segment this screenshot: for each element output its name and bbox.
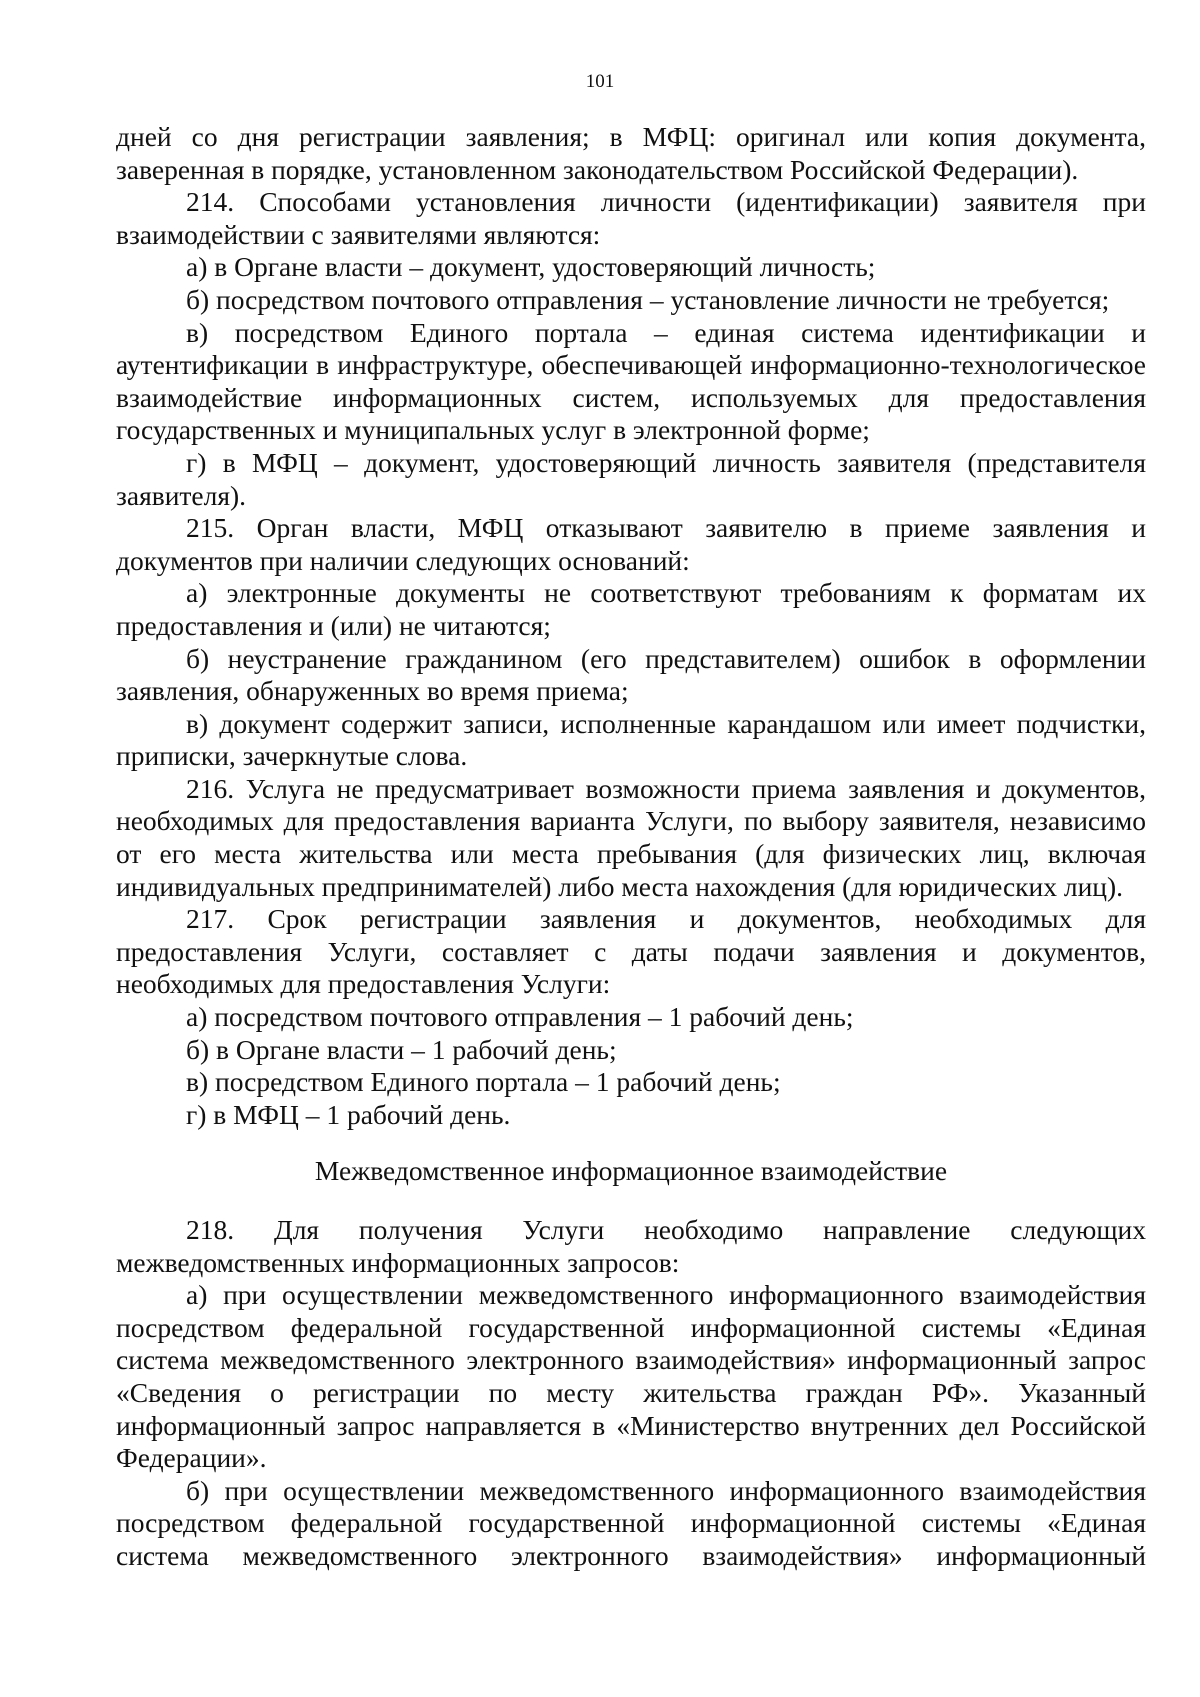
list-item-214-v: в) посредством Единого портала – единая система идентификации и аутентификации в инфраструктуре, обеспечивающей информационно-технологическое взаимодействие информационных систем, используемых для предоставления государственных и муниципальных услуг в электронной форме; (116, 316, 1146, 446)
section-heading: Межведомственное информационное взаимодействие (314, 1155, 948, 1187)
list-item-215-b: б) неустранение гражданином (его представителем) ошибок в оформлении заявления, обнаруженных во время приема; (116, 642, 1146, 707)
list-item-215-a: а) электронные документы не соответствуют требованиям к форматам их предоставления и (или) не читаются; (116, 577, 1146, 641)
list-item-217-v: в) посредством Единого портала – 1 рабочий день; (186, 1066, 781, 1098)
document-body (116, 121, 1146, 1573)
list-item-217-g: г) в МФЦ – 1 рабочий день. (186, 1098, 511, 1130)
list-item-218-b: б) при осуществлении межведомственного информационного взаимодействия посредством федеральной государственной информационной системы «Единая система межведомственного электронного взаимодействия» информационный (116, 1474, 1146, 1571)
paragraph-217: 217. Срок регистрации заявления и документов, необходимых для предоставления Услуги, составляет с даты подачи заявления и документов, необходимых для предоставления Услуги: (116, 903, 1146, 1000)
page-number: 101 (585, 71, 615, 92)
paragraph-215: 215. Орган власти, МФЦ отказывают заявителю в приеме заявления и документов при наличии следующих оснований: (116, 512, 1146, 576)
paragraph-214: 214. Способами установления личности (идентификации) заявителя при взаимодействии с заявителями являются: (116, 186, 1146, 250)
list-item-214-b: б) посредством почтового отправления – установление личности не требуется; (186, 283, 1110, 315)
paragraph-218: 218. Для получения Услуги необходимо направление следующих межведомственных информационных запросов: (116, 1214, 1146, 1278)
list-item-217-b: б) в Органе власти – 1 рабочий день; (186, 1033, 617, 1065)
list-item-215-v: в) документ содержит записи, исполненные карандашом или имеет подчистки, приписки, зачеркнутые слова. (116, 707, 1146, 772)
list-item-214-a: а) в Органе власти – документ, удостоверяющий личность; (186, 251, 876, 283)
list-item-214-g: г) в МФЦ – документ, удостоверяющий личность заявителя (представителя заявителя). (116, 446, 1146, 511)
paragraph-continuation: дней со дня регистрации заявления; в МФЦ: оригинал или копия документа, заверенная в порядке, установленном законодательством Российской Федерации). (116, 121, 1146, 185)
list-item-218-a: а) при осуществлении межведомственного информационного взаимодействия посредством федеральной государственной информационной системы «Единая система межведомственного электронного взаимодействия» информационный запрос «Сведения о регистрации по месту жительства граждан РФ». Указанный информационный запрос направляется в «Министерство внутренних дел Российской Федерации». (116, 1279, 1146, 1474)
paragraph-216: 216. Услуга не предусматривает возможности приема заявления и документов, необходимых для предоставления варианта Услуги, по выбору заявителя, независимо от его места жительства или места пребывания (для физических лиц, включая индивидуальных предпринимателей) либо места нахождения (для юридических лиц). (116, 772, 1146, 902)
list-item-217-a: а) посредством почтового отправления – 1 рабочий день; (186, 1001, 854, 1033)
